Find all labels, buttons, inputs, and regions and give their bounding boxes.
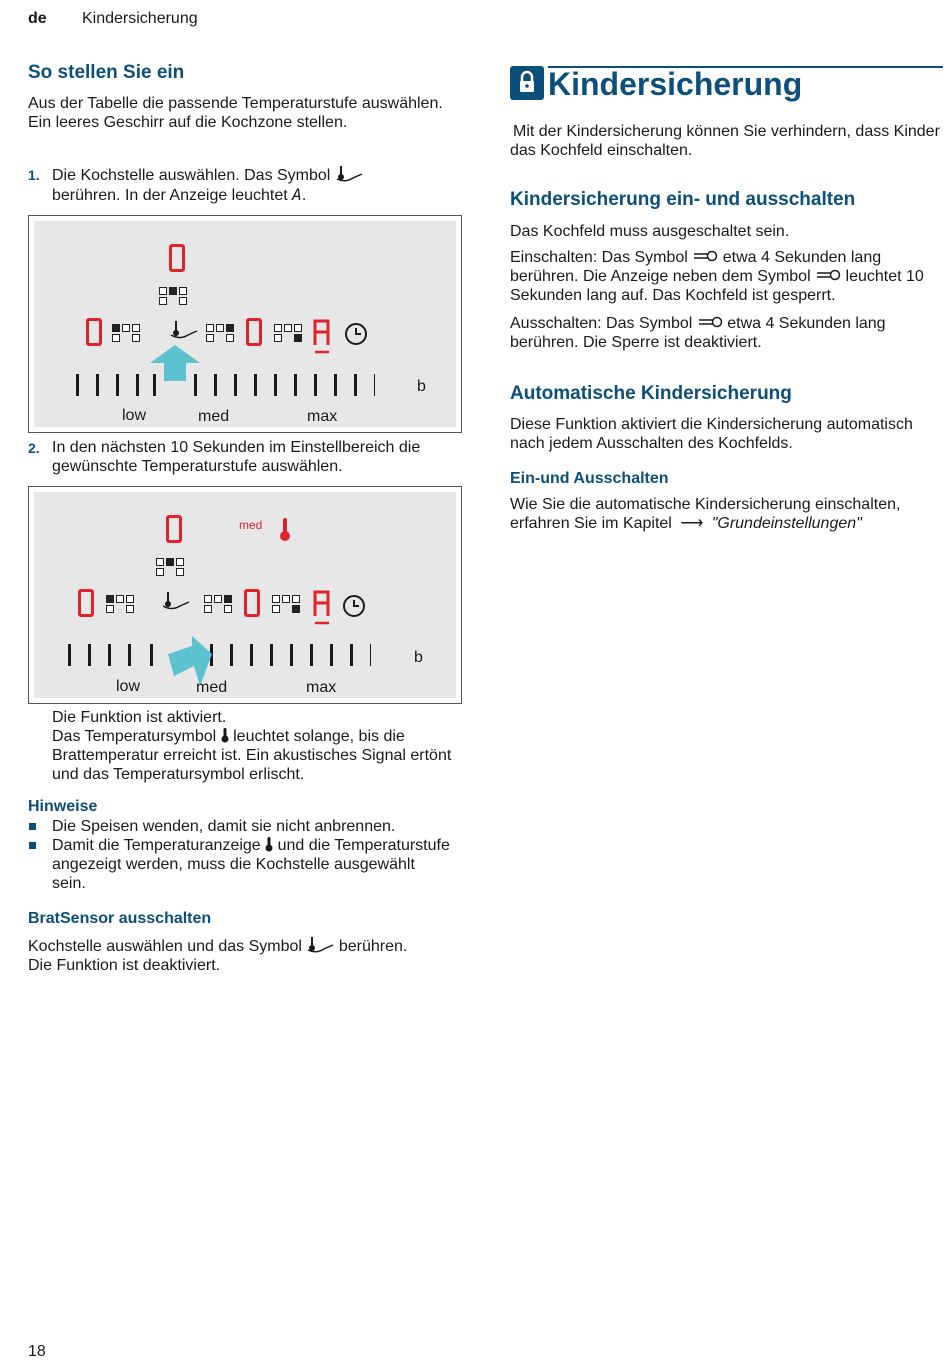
slider-tick xyxy=(354,374,357,396)
display-zero-right xyxy=(246,318,262,346)
slider-tick xyxy=(88,644,91,666)
section-title: Kindersicherung xyxy=(548,66,803,102)
kinder-p2-c: leuchtet 10 Sekunden lang auf. Das Kochfeld ist gesperrt. xyxy=(510,268,924,304)
slider-tick xyxy=(270,644,273,666)
slider-tick-end xyxy=(374,374,375,396)
zone-indicator-left xyxy=(106,595,134,613)
bratsensor-text xyxy=(28,936,458,975)
boost-label: b xyxy=(414,649,423,666)
pan-sensor-icon xyxy=(335,165,363,183)
result-line-2a: Das Temperatursymbol xyxy=(52,728,217,745)
thermometer-icon xyxy=(279,516,291,542)
bullet-marker xyxy=(29,823,36,830)
slider-tick xyxy=(96,374,99,396)
kinder-p1: Das Kochfeld muss ausgeschaltet sein. xyxy=(510,223,790,240)
slider-tick xyxy=(234,374,237,396)
slider-label-max: max xyxy=(306,679,337,696)
boost-label: b xyxy=(417,378,426,395)
display-a-icon: A xyxy=(292,185,302,204)
display-zero-left xyxy=(78,589,94,617)
slider-tick xyxy=(314,374,317,396)
hinweis-item-1: Die Speisen wenden, damit sie nicht anbrennen. xyxy=(52,818,396,835)
key-icon xyxy=(815,269,841,281)
display-zero-right xyxy=(244,589,260,617)
kinder-p2-b: etwa 4 Sekunden lang berühren. Die Anzeige neben dem Symbol xyxy=(510,249,882,285)
timer-clock-icon xyxy=(344,322,368,346)
slider-tick xyxy=(194,374,197,396)
step-1-text-b: berühren. In der Anzeige leuchtet xyxy=(52,187,288,204)
step-number-2: 2. xyxy=(28,440,40,456)
slider-tick xyxy=(254,374,257,396)
timer-clock-icon xyxy=(342,594,366,618)
chapter-link[interactable]: "Grundeinstellungen" xyxy=(711,515,862,532)
display-zero-left xyxy=(86,318,102,346)
pan-sensor-icon xyxy=(306,936,334,954)
slider-tick xyxy=(108,644,111,666)
slider-tick xyxy=(334,374,337,396)
intro-text: Aus der Tabelle die passende Temperaturstufe auswählen. Ein leeres Geschirr auf die Kochzone stellen. xyxy=(28,95,443,131)
step-1-text xyxy=(52,165,452,205)
lock-icon xyxy=(510,66,544,100)
step-1-text-c: . xyxy=(301,187,307,204)
result-line-2b: leuchtet solange, bis die Brattemperatur erreicht ist. Ein akustisches Signal ertönt und das Temperatursymbol erlischt. xyxy=(52,728,452,783)
zone-indicator-middle xyxy=(204,595,232,613)
bratsensor-text-b: berühren. xyxy=(338,938,408,955)
display-a-icon xyxy=(312,317,332,355)
zone-indicator-right xyxy=(274,324,302,342)
panel-2-surface xyxy=(34,492,456,698)
slider-tick xyxy=(214,374,217,396)
slider-label-low: low xyxy=(116,678,141,695)
heading-automatische-kindersicherung: Automatische Kindersicherung xyxy=(510,383,792,404)
heading-so-stellen-sie-ein: So stellen Sie ein xyxy=(28,62,185,83)
zone-indicator-top xyxy=(156,558,184,576)
key-icon xyxy=(692,250,718,262)
pan-sensor-icon xyxy=(168,319,198,341)
zone-indicator-right xyxy=(272,595,300,613)
heading-ein-und-ausschalten: Ein-und Ausschalten xyxy=(510,470,669,487)
pan-sensor-icon xyxy=(160,590,190,612)
cooktop-panel-1 xyxy=(28,215,462,433)
slider-label-low: low xyxy=(122,407,147,424)
bratsensor-text-c: Die Funktion ist deaktiviert. xyxy=(28,957,221,974)
cooktop-panel-2 xyxy=(28,486,462,704)
kinder-p3-b: etwa 4 Sekunden lang berühren. Die Sperre ist deaktiviert. xyxy=(510,315,886,351)
auto-p2-a: Wie Sie die automatische Kindersicherung einschalten, erfahren Sie im Kapitel xyxy=(510,496,901,532)
slider-tick xyxy=(153,374,156,396)
kinder-p2 xyxy=(510,248,942,305)
page-number: 18 xyxy=(28,1343,46,1360)
kinder-p3-a: Ausschalten: Das Symbol xyxy=(510,315,693,332)
key-icon xyxy=(697,316,723,328)
slider-label-med: med xyxy=(198,408,230,425)
zone-indicator-top xyxy=(159,287,187,305)
display-zero-top xyxy=(166,515,182,543)
slider-tick xyxy=(128,644,131,666)
slider-tick xyxy=(250,644,253,666)
slider-tick xyxy=(290,644,293,666)
heading-kindersicherung-ein-aus: Kindersicherung ein- und ausschalten xyxy=(510,189,856,210)
section-intro: Mit der Kindersicherung können Sie verhindern, dass Kinder das Kochfeld einschalten. xyxy=(510,123,940,159)
hinweis-item-2a: Damit die Temperaturanzeige xyxy=(52,837,261,854)
slider-tick xyxy=(230,644,233,666)
hinweis-item-2 xyxy=(52,836,452,893)
slider-tick xyxy=(350,644,353,666)
step-1-text-a: Die Kochstelle auswählen. Das Symbol xyxy=(52,167,331,184)
slider-tick xyxy=(310,644,313,666)
slider-tick xyxy=(294,374,297,396)
step-2-text: In den nächsten 10 Sekunden im Einstellbereich die gewünschte Temperaturstufe auswählen. xyxy=(52,439,421,475)
slider-label-med: med xyxy=(196,679,228,696)
slider-label-max: max xyxy=(307,408,338,425)
kinder-p2-a: Einschalten: Das Symbol xyxy=(510,249,688,266)
slider-tick xyxy=(150,644,153,666)
thermometer-icon xyxy=(265,836,273,852)
result-line-1: Die Funktion ist aktiviert. xyxy=(52,709,227,726)
zone-indicator-left xyxy=(112,324,140,342)
running-header: Kindersicherung xyxy=(82,10,198,27)
slider-tick xyxy=(330,644,333,666)
slider-tick xyxy=(68,644,71,666)
result-text xyxy=(52,708,452,784)
display-a-icon xyxy=(312,588,332,626)
zone-indicator-middle xyxy=(206,324,234,342)
panel-1-surface xyxy=(34,221,456,427)
auto-p2 xyxy=(510,495,945,533)
bullet-marker xyxy=(29,842,36,849)
slider-tick xyxy=(274,374,277,396)
slider-tick-end xyxy=(370,644,371,666)
heading-bratsensor-ausschalten: BratSensor ausschalten xyxy=(28,910,212,927)
slider-tick xyxy=(136,374,139,396)
hinweis-item-2b: und die Temperaturstufe angezeigt werden, muss die Kochstelle ausgewählt sein. xyxy=(52,837,450,892)
language-code: de xyxy=(28,10,47,27)
med-level-label: med xyxy=(239,518,263,532)
auto-p1: Diese Funktion aktiviert die Kindersicherung automatisch nach jedem Ausschalten des Kochfelds. xyxy=(510,416,913,452)
display-zero-top xyxy=(169,244,185,272)
arrow-right-icon: ⟶ xyxy=(680,515,704,532)
thermometer-icon xyxy=(221,727,229,743)
kinder-p3 xyxy=(510,314,942,352)
heading-hinweise: Hinweise xyxy=(28,798,98,815)
slider-tick xyxy=(76,374,79,396)
slider-tick xyxy=(116,374,119,396)
bratsensor-text-a: Kochstelle auswählen und das Symbol xyxy=(28,938,302,955)
step-number-1: 1. xyxy=(28,167,40,183)
